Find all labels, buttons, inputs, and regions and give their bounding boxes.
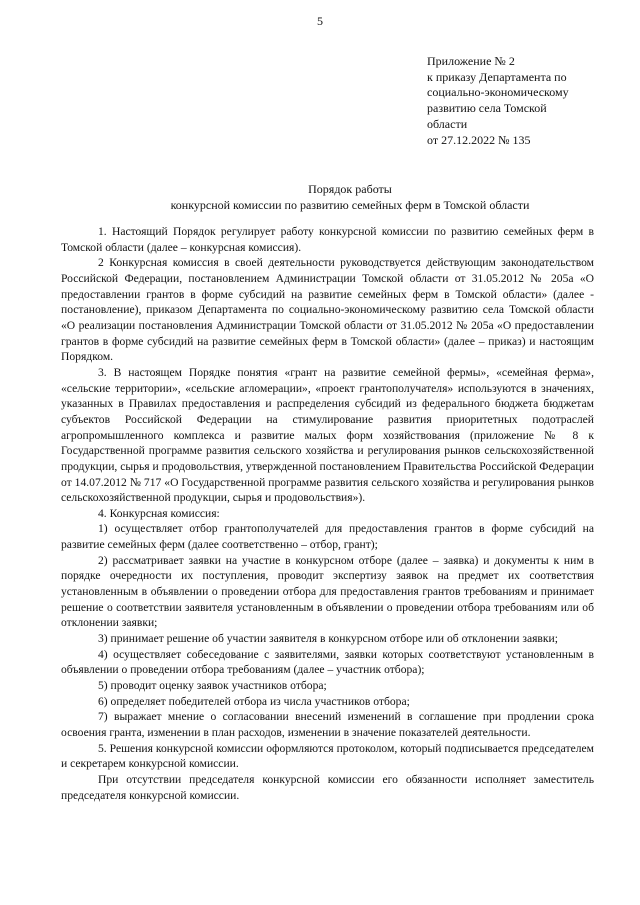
annex-line: социально-экономическому [427,85,569,100]
paragraph-4: 4. Конкурсная комиссия: [98,506,220,520]
list-item-6: 6) определяет победителей отбора из числа участников отбора; [98,694,410,708]
list-item-2: 2) рассматривает заявки на участие в конкурсном отборе (далее – заявка) и документы к ним в порядке очередности их поступления, проводит экспертизу заявок на предмет их соответствия установленным в объявлении о проведении отбора для предоставления грантов требованиям и принимает решение о соответствии заявителя установленным в объявлении о проведении отбора требованиям или об отклонении заявки; [61,553,594,630]
annex-line: от 27.12.2022 № 135 [427,132,531,147]
list-item-7: 7) выражает мнение о согласовании внесений изменений в соглашение при продлении срока освоения гранта, изменении в план расходов, изменении в значение показателей деятельности. [61,710,594,739]
document-title [60,182,640,213]
title-line-1: Порядок работы [308,182,392,196]
list-item-1: 1) осуществляет отбор грантополучателей для предоставления грантов в форме субсидий на развитие семейных ферм (далее соответственно – отбор, грант); [61,522,594,552]
annex-line: к приказу Департамента по [427,69,567,84]
list-item-4: 4) осуществляет собеседование с заявителями, заявки которых соответствуют установленным в объявлении о проведении отбора требованиям (далее – участник отбора); [61,647,594,677]
page-number: 5 [317,14,323,28]
paragraph-2: 2 Конкурсная комиссия в своей деятельности руководствуется действующим законодательством Российской Федерации, постановлением Администрации Томской области от 31.05.2012 № 205а «О предоставлении грантов в форме субсидий на развитие семейных ферм в Томской области» (далее - постановление), приказом Департамента по социально-экономическому развитию села Томской области «О реализации постановления Администрации Томской области от 31.05.2012 № 205а «О предоставлении грантов в форме субсидий на развитие семейных ферм в Томской области» (далее – приказ) и настоящим Порядком. [61,256,594,364]
list-item-5: 5) проводит оценку заявок участников отбора; [98,679,327,693]
document-body [61,224,594,803]
paragraph-1: 1. Настоящий Порядок регулирует работу конкурсной комиссии по развитию семейных ферм в Томской области (далее – конкурсная комиссия). [61,225,594,254]
title-line-2: конкурсной комиссии по развитию семейных ферм в Томской области [170,197,530,212]
annex-block [427,54,617,148]
paragraph-5: 5. Решения конкурсной комиссии оформляются протоколом, который подписывается председателем и секретарем конкурсной комиссии. [61,741,594,771]
list-item-3: 3) принимает решение об участии заявителя в конкурсном отборе или об отклонении заявки; [98,632,558,646]
annex-line: Приложение № 2 [427,54,515,68]
annex-line: области [427,116,468,131]
annex-line: развитию села Томской [427,101,547,116]
paragraph-6: При отсутствии председателя конкурсной комиссии его обязанности исполняет заместитель председателя конкурсной комиссии. [61,772,594,802]
paragraph-3: 3. В настоящем Порядке понятия «грант на развитие семейной фермы», «семейная ферма», «сельские территории», «сельские агломерации», «проект грантополучателя» используются в значениях, указанных в Правилах предоставления и распределения субсидий из федерального бюджета бюджетам субъектов Российской Федерации на стимулирование развития приоритетных подотраслей агропромышленного комплекса и развитие малых форм хозяйствования (приложение № 8 к Государственной программе развития сельского хозяйства и регулирования рынков сельскохозяйственной продукции, сырья и продовольствия, утвержденной постановлением Правительства Российской Федерации от 14.07.2012 № 717 «О Государственной программе развития сельского хозяйства и регулирования рынков сельскохозяйственной продукции, сырья и продовольствия»). [61,365,594,505]
